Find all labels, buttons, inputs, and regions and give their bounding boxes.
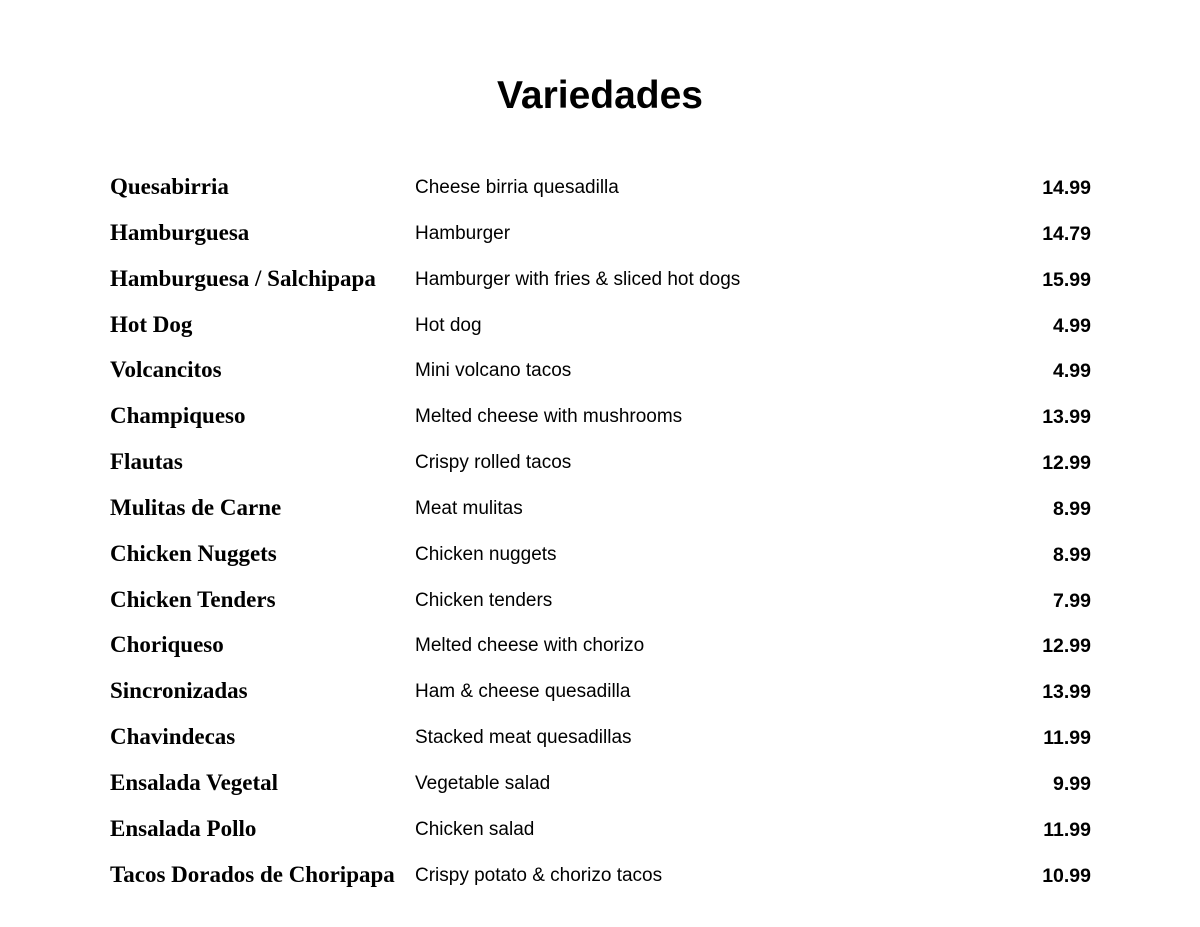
menu-item — [110, 348, 1091, 394]
menu-item — [110, 578, 1091, 624]
item-description: Hamburger — [415, 222, 511, 244]
item-description: Melted cheese with chorizo — [415, 635, 645, 657]
item-description: Stacked meat quesadillas — [415, 727, 632, 749]
menu-item — [110, 211, 1091, 257]
menu-list — [110, 165, 1091, 899]
item-price: 12.99 — [1042, 452, 1091, 475]
item-description: Vegetable salad — [415, 772, 551, 794]
menu-item — [110, 623, 1091, 669]
menu-item — [110, 807, 1091, 853]
menu-item — [110, 257, 1091, 303]
item-price: 9.99 — [1053, 772, 1091, 795]
item-price: 11.99 — [1043, 818, 1091, 841]
item-price: 8.99 — [1053, 543, 1091, 566]
item-description: Crispy potato & chorizo tacos — [415, 864, 663, 886]
menu-item — [110, 669, 1091, 715]
menu-title: Variedades — [497, 74, 703, 117]
item-description: Hamburger with fries & sliced hot dogs — [415, 268, 741, 290]
menu-item — [110, 853, 1091, 899]
item-name: Champiqueso — [110, 403, 246, 429]
item-name: Hamburguesa — [110, 219, 250, 245]
item-description: Chicken nuggets — [415, 543, 557, 565]
item-name: Volcancitos — [110, 357, 222, 383]
item-name: Hamburguesa / Salchipapa — [110, 265, 376, 291]
menu-item — [110, 486, 1091, 532]
item-description: Hot dog — [415, 314, 482, 336]
item-description: Mini volcano tacos — [415, 360, 572, 382]
menu-item — [110, 761, 1091, 807]
menu-item — [110, 394, 1091, 440]
item-price: 7.99 — [1053, 589, 1091, 612]
menu-item — [110, 440, 1091, 486]
item-description: Cheese birria quesadilla — [415, 177, 619, 198]
item-name: Chicken Tenders — [110, 586, 276, 612]
item-price: 13.99 — [1042, 406, 1091, 429]
item-name: Hot Dog — [110, 311, 193, 337]
item-name: Tacos Dorados de Choripapa — [110, 861, 395, 887]
menu-item — [110, 165, 1091, 211]
item-price: 8.99 — [1053, 497, 1091, 520]
menu-item — [110, 715, 1091, 761]
menu-item — [110, 303, 1091, 349]
item-price: 14.99 — [1042, 177, 1091, 199]
item-name: Chavindecas — [110, 724, 236, 750]
item-price: 10.99 — [1042, 864, 1091, 887]
item-name: Flautas — [110, 449, 183, 475]
item-name: Ensalada Vegetal — [110, 769, 279, 795]
item-price: 12.99 — [1042, 635, 1091, 658]
item-price: 13.99 — [1042, 681, 1091, 704]
item-description: Chicken salad — [415, 818, 535, 840]
item-price: 4.99 — [1053, 360, 1091, 383]
item-description: Chicken tenders — [415, 589, 553, 611]
item-name: Sincronizadas — [110, 678, 248, 704]
item-description: Melted cheese with mushrooms — [415, 406, 683, 428]
item-name: Chicken Nuggets — [110, 540, 277, 566]
item-name: Ensalada Pollo — [110, 815, 257, 841]
item-price: 4.99 — [1053, 314, 1091, 337]
item-price: 11.99 — [1043, 727, 1091, 750]
menu-item — [110, 532, 1091, 578]
item-description: Meat mulitas — [415, 497, 523, 519]
item-price: 14.79 — [1042, 222, 1091, 245]
item-price: 15.99 — [1042, 268, 1091, 291]
item-name: Mulitas de Carne — [110, 494, 282, 520]
item-description: Ham & cheese quesadilla — [415, 681, 631, 703]
item-description: Crispy rolled tacos — [415, 452, 572, 474]
item-name: Quesabirria — [110, 174, 229, 199]
item-name: Choriqueso — [110, 632, 224, 658]
